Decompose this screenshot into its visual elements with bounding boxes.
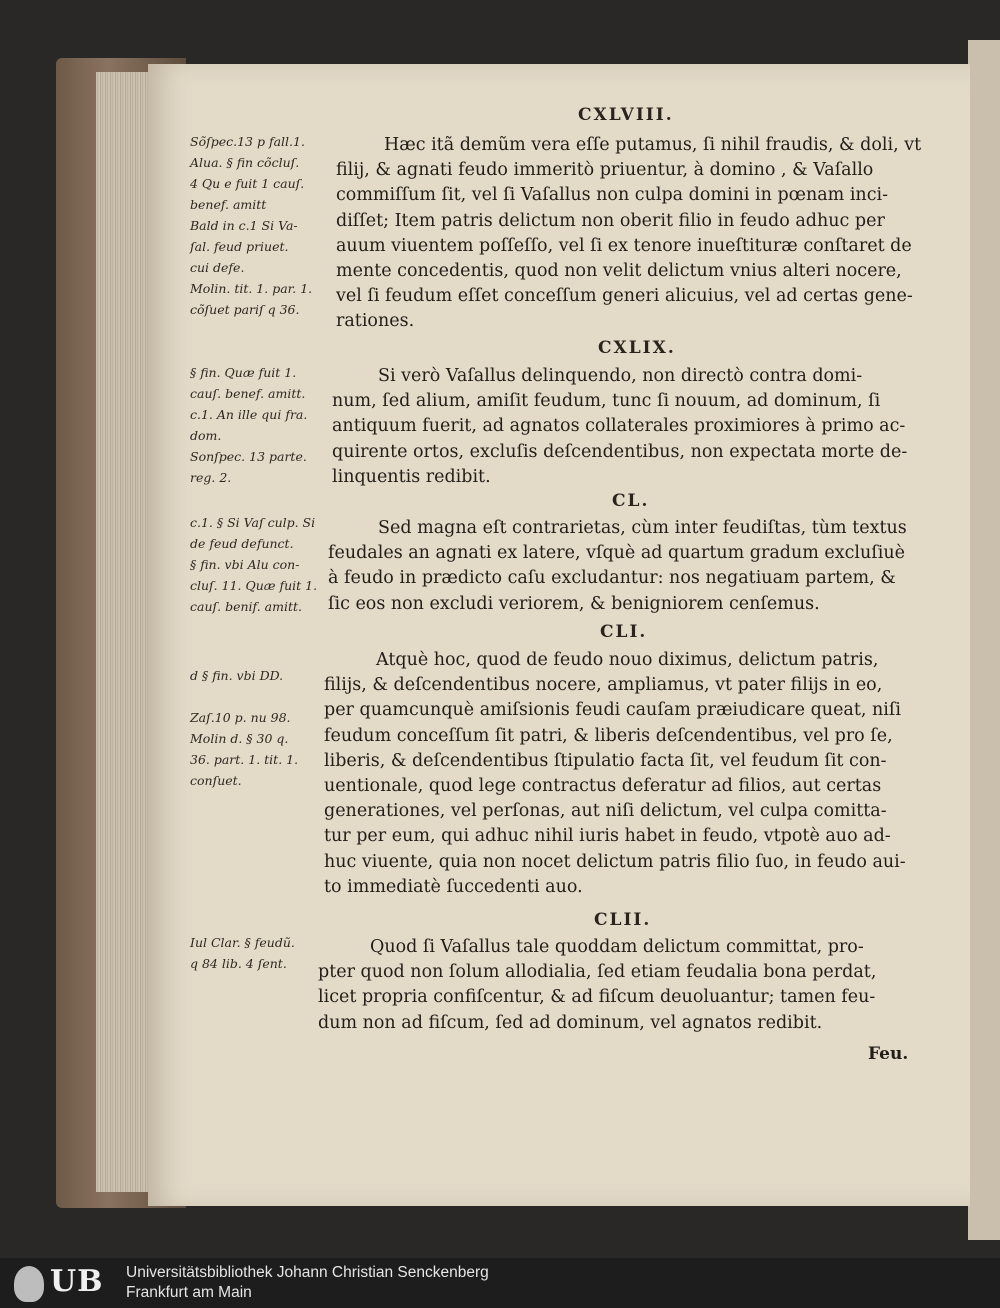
paragraph: Quod ſi Vaſallus tale quoddam delictum committat, pro- pter quod non ſolum allodialia, ſed etiam feudalia bona perdat, licet propria confiſcentur, & ad fiſcum deuoluantur; tamen feu- dum non ad fiſcum, ſed ad dominum, vel agnatos redibit. — [318, 937, 877, 1033]
paragraph: Hæc itã demũm vera eſſe putamus, ſi nihil fraudis, & doli, vt filij, & agnati feudo immeritò priuentur, à domino , & Vaſallo commiſſum ſit, vel ſi Vaſallus non culpa domini in pœnam inci- diſſet; Item patris delictum non oberit filio in feudo adhuc per auum viuentem poſſeſſo, vel ſi ex tenore inueſtituræ conſtaret de mente concedentis, quod non velit delictum vnius alteri nocere, vel ſi feudum eſſet conceſſum generi alicuius, vel ad certas gene- rationes. — [336, 135, 922, 332]
section-heading: CL. — [612, 491, 650, 511]
margin-note: d § fin. vbi DD. Zaſ.10 p. nu 98. Molin d. § 30 q. 36. part. 1. tit. 1. conſuet. — [190, 668, 299, 788]
library-name: Universitätsbibliothek Johann Christian Senckenberg — [126, 1264, 489, 1281]
facing-page-edge — [968, 40, 1000, 1240]
margin-note: c.1. § Si Vaſ culp. Si de feud defunct. § fin. vbi Alu con- cluſ. 11. Quæ fuit 1. cauſ. benif. amitt. — [190, 515, 318, 614]
library-logo — [14, 1266, 120, 1302]
portrait-icon — [14, 1266, 44, 1302]
section-heading: CXLVIII. — [578, 105, 674, 125]
section-heading: CLII. — [594, 910, 652, 930]
section-heading: CXLIX. — [598, 338, 676, 358]
margin-note: § fin. Quæ fuit 1. cauſ. benef. amitt. c.1. An ille qui fra. dom. Sonſpec. 13 parte. reg. 2. — [190, 365, 308, 485]
library-city: Frankfurt am Main — [126, 1284, 252, 1301]
paragraph: Sed magna eſt contrarietas, cùm inter feudiſtas, tùm textus feudales an agnati ex latere, vſquè ad quartum gradum excluſiuè à feudo in prædicto caſu excludantur: nos negatiuam partem, & ſic eos non excludi veriorem, & benigniorem cenſemus. — [328, 518, 907, 614]
section-heading: CLI. — [600, 622, 648, 642]
margin-note: Sõſpec.13 p fall.1. Alua. § fin cõcluſ. 4 Qu e fuit 1 cauſ. benef. amitt Bald in c.1 Si Va- ſal. feud priuet. cui defe. Molin. tit. 1. par. 1. cõſuet pariſ q 36. — [190, 134, 313, 317]
paragraph: Atquè hoc, quod de feudo nouo diximus, delictum patris, filijs, & deſcendentibus nocere, ampliamus, vt pater filijs in eo, per quamcunquè amiſsionis feudi cauſam præiudicare queat, niſi feudum conceſſum ſit patri, & liberis deſcendentibus, vel pro ſe, liberis, & deſcendentibus ſtipulatio facta ſit, vel feudum ſit con- uentionale, quod lege contractus deferatur ad filios, aut certas generationes, vel perſonas, aut niſi delictum, vel culpa comitta- tur per eum, qui adhuc nihil iuris habet in feudo, vtpotè auo ad- huc viuente, quia non nocet delictum patris filio ſuo, in feudo aui- to immediatè ſuccedenti auo. — [324, 650, 906, 897]
paragraph: Si verò Vaſallus delinquendo, non directò contra domi- num, ſed alium, amiſit feudum, tunc ſi nouum, ad dominum, ſi antiquum fuerit, ad agnatos collaterales proximiores à primo ac- quirente ortos, excluſis deſcendentibus, non expectata morte de- linquentis redibit. — [332, 366, 908, 487]
logo-text: UB — [50, 1264, 104, 1299]
catchword: Feu. — [868, 1044, 909, 1064]
margin-note: Iul Clar. § feudũ. q 84 lib. 4 ſent. — [190, 935, 295, 971]
